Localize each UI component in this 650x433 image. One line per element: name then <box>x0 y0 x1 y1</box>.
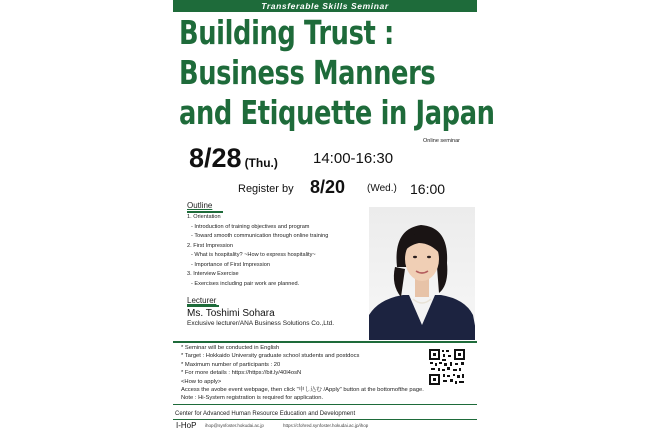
event-time: 14:00-16:30 <box>313 150 394 167</box>
event-date <box>189 143 278 174</box>
outline-heading: Outline <box>187 201 213 210</box>
lecturer-heading-rule <box>187 305 219 307</box>
register-date: 8/20 <box>310 177 346 197</box>
title-line-2: Business Manners <box>179 53 436 92</box>
outline-item: - Importance of First Impression <box>191 261 270 268</box>
register-time: 16:00 <box>410 181 446 197</box>
info-line: * Target : Hokkaido University graduate school students and postdocs <box>181 353 360 360</box>
info-line: * For more details : https://https://bit.ly/40l4osN <box>181 370 302 377</box>
outline-item: 1. Orientation <box>187 214 221 220</box>
footer-divider <box>173 404 477 405</box>
outline-item: - What is hospitality? ~How to express hospitality~ <box>191 252 316 258</box>
outline-item: - Introduction of training objectives and program <box>191 223 310 230</box>
series-banner: Transferable Skills Seminar <box>173 0 477 12</box>
seminar-poster <box>173 0 495 433</box>
footer-organization: Center for Advanced Human Resource Education and Development <box>175 411 356 417</box>
footer-rule <box>173 419 477 420</box>
qr-code[interactable] <box>428 348 466 386</box>
section-divider <box>173 341 477 343</box>
info-block <box>181 344 424 403</box>
info-line: * Maximum number of participants : 20 <box>181 361 281 368</box>
info-line: * Seminar will be conducted in English <box>181 345 280 351</box>
outline-item: - Exercises including pair work are planned. <box>191 280 300 287</box>
lecturer-heading: Lecturer <box>187 296 217 305</box>
register-day: (Wed.) <box>367 183 397 194</box>
outline-item: 2. First Impression <box>187 242 234 249</box>
register-label: Register by <box>238 183 294 195</box>
title-line-3: and Etiquette in Japan <box>179 93 495 132</box>
lecturer-name: Ms. Toshimi Sohara <box>187 308 275 319</box>
info-line: <How to apply> <box>181 378 222 385</box>
footer-url[interactable]: https://cfohred.synfoster.hokudai.ac.jp/ihop <box>283 423 369 428</box>
outline-item: - Toward smooth communication through online training <box>191 233 329 239</box>
title-line-1: Building Trust : <box>179 13 394 52</box>
format-label: Online seminar <box>423 138 460 144</box>
lecturer-role: Exclusive lecturer/ANA Business Solutions Co.,Ltd. <box>187 320 335 327</box>
lecturer-portrait-illustration <box>369 207 475 340</box>
ihop-logo: I-HoP <box>176 421 197 430</box>
qr-code-graphic <box>428 348 466 386</box>
outline-list <box>187 213 328 289</box>
info-line: Access the avobe event webpage, then click "申し込む /Apply" button at the bottomofthe page. <box>181 387 424 394</box>
info-line: Note : Hi-System registration is required for application. <box>181 395 324 402</box>
event-day: (Thu.) <box>244 156 278 170</box>
lecturer-photo <box>369 207 475 340</box>
event-date-value: 8/28 <box>189 143 242 173</box>
outline-item: 3. Interview Exercise <box>187 271 239 277</box>
footer-email[interactable]: ihop@synfoster.hokudai.ac.jp <box>205 423 264 428</box>
